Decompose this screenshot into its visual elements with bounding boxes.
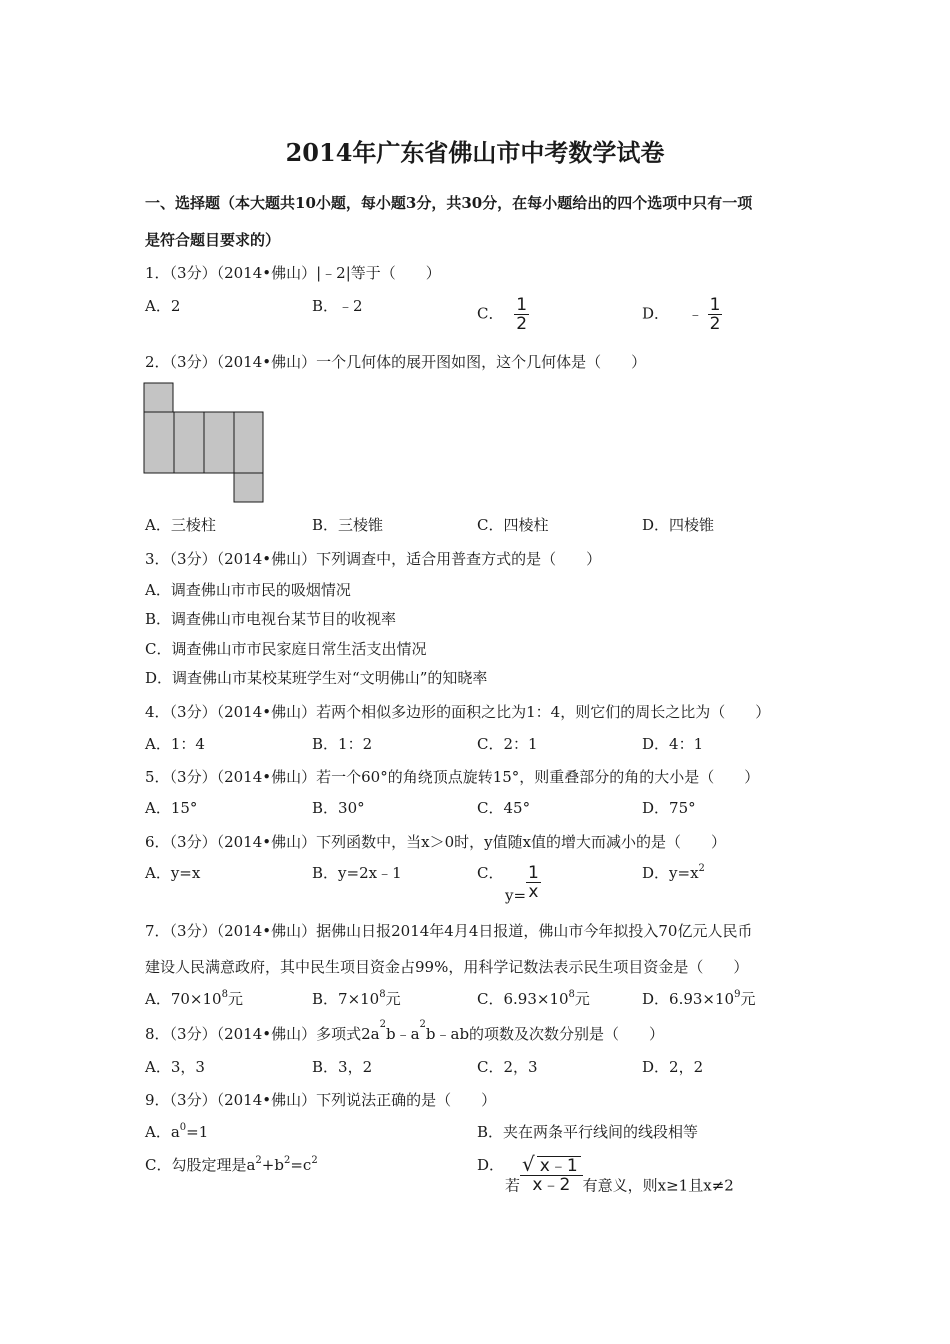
q5-option-a: A．15° — [145, 799, 198, 817]
q9-a-rest: =1 — [186, 1123, 209, 1141]
q1-c-numerator: 1 — [516, 295, 528, 315]
q9-option-d-label: D． — [477, 1156, 505, 1174]
q2-option-b: B．三棱锥 — [312, 516, 384, 534]
q7-option-c — [477, 989, 590, 1009]
q8-option-d: D．2，2 — [642, 1058, 704, 1076]
q8-option-a: A．3，3 — [145, 1058, 205, 1076]
q7-a-base: A．70×10 — [145, 990, 222, 1008]
q7-c-exponent: 8 — [568, 989, 575, 1000]
q8-option-c: C．2，3 — [477, 1058, 538, 1076]
q1-option-a: A．2 — [145, 297, 181, 315]
q7-stem-line2: 建设人民满意政府，其中民生项目资金占99%，用科学记数法表示民生项目资金是（ ） — [145, 958, 749, 976]
q1-option-c-label: C． — [477, 304, 504, 323]
q8-stem-exp1: 2 — [379, 1019, 386, 1030]
q8-stem — [145, 1019, 665, 1044]
q7-stem-line1: 7．（3分）（2014•佛山）据佛山日报2014年4月4日报道，佛山市今年拟投入70亿元人民币 — [145, 922, 753, 940]
q8-stem-part1: 8．（3分）（2014•佛山）多项式2a — [145, 1025, 380, 1043]
q1-d-sign: ﹣ — [687, 304, 703, 323]
q1-option-d — [642, 296, 722, 333]
q2-stem: 2．（3分）（2014•佛山）一个几何体的展开图如图，这个几何体是（ ） — [145, 353, 647, 371]
q6-option-c — [477, 863, 503, 883]
q7-b-base: B．7×10 — [312, 990, 380, 1008]
q9-option-a — [145, 1122, 208, 1142]
q1-option-c — [477, 296, 529, 333]
net-face-4 — [234, 412, 263, 473]
q7-d-exponent: 9 — [734, 989, 741, 1000]
q4-stem: 4．（3分）（2014•佛山）若两个相似多边形的面积之比为1：4，则它们的周长之比为（ ） — [145, 703, 771, 721]
q5-option-b: B．30° — [312, 799, 365, 817]
q4-option-a: A．1：4 — [145, 735, 205, 753]
q2-option-c: C．四棱柱 — [477, 516, 549, 534]
q6-option-d — [642, 863, 705, 883]
q6-option-c-label: C． — [477, 864, 504, 882]
q2-net-figure — [142, 381, 268, 505]
q7-d-base: D．6.93×10 — [642, 990, 735, 1008]
q7-a-unit: 元 — [227, 990, 243, 1008]
q9-d-fraction — [520, 1152, 583, 1195]
q8-stem-part2: b﹣a — [385, 1025, 420, 1043]
q9-option-b: B．夹在两条平行线间的线段相等 — [477, 1123, 699, 1141]
net-top-square — [144, 383, 173, 412]
q2-option-a: A．三棱柱 — [145, 516, 216, 534]
q9-option-c — [145, 1155, 318, 1175]
q9-d-numerator — [520, 1152, 583, 1176]
q7-a-exponent: 8 — [221, 989, 228, 1000]
q5-option-c: C．45° — [477, 799, 531, 817]
q7-c-base: C．6.93×10 — [477, 990, 569, 1008]
q8-stem-part3: b﹣ab的项数及次数分别是（ ） — [425, 1025, 665, 1043]
net-bottom-square — [234, 473, 263, 502]
q7-option-b — [312, 989, 401, 1009]
q7-c-unit: 元 — [574, 990, 590, 1008]
q2-option-d: D．四棱锥 — [642, 516, 715, 534]
q9-c-exp2: 2 — [283, 1155, 291, 1166]
q7-b-exponent: 8 — [379, 989, 386, 1000]
q3-option-d: D．调查佛山市某校某班学生对“文明佛山”的知晓率 — [145, 669, 488, 687]
q6-d-exponent: 2 — [698, 863, 705, 874]
q9-d-radicand: x﹣1 — [537, 1156, 581, 1175]
q9-c-part1: C．勾股定理是a — [145, 1156, 256, 1174]
q3-stem: 3．（3分）（2014•佛山）下列调查中，适合用普查方式的是（ ） — [145, 550, 602, 568]
section-heading-line1: 一、选择题（本大题共10小题，每小题3分，共30分，在每小题给出的四个选项中只有一项 — [145, 194, 753, 212]
q9-c-part2: +b — [261, 1156, 284, 1174]
q9-a-exponent: 0 — [179, 1122, 187, 1133]
q6-option-c-expression — [505, 864, 541, 905]
q1-option-d-fraction — [708, 296, 723, 333]
q1-d-denominator: 2 — [709, 314, 721, 334]
q6-c-denominator: x — [528, 882, 539, 902]
q5-stem: 5．（3分）（2014•佛山）若一个60°的角绕顶点旋转15°，则重叠部分的角的大小是（ ） — [145, 768, 760, 786]
q6-c-numerator: 1 — [528, 863, 539, 883]
q6-c-prefix: y= — [505, 886, 527, 905]
q7-option-d — [642, 989, 755, 1009]
q1-stem: 1．（3分）（2014•佛山）|﹣2|等于（ ） — [145, 264, 441, 282]
q7-d-unit: 元 — [740, 990, 756, 1008]
q3-option-b: B．调查佛山市电视台某节目的收视率 — [145, 610, 397, 628]
q1-option-c-fraction — [514, 296, 529, 333]
q1-d-numerator: 1 — [709, 295, 721, 315]
q6-c-fraction — [526, 864, 541, 901]
q4-option-d: D．4：1 — [642, 735, 704, 753]
q9-c-exp1: 2 — [255, 1155, 262, 1166]
q3-option-c: C．调查佛山市市民家庭日常生活支出情况 — [145, 640, 427, 658]
q9-d-prefix: 若 — [505, 1176, 521, 1195]
net-face-3 — [204, 412, 234, 473]
section-heading-line2: 是符合题目要求的） — [145, 231, 281, 249]
q9-c-exp3: 2 — [311, 1155, 318, 1166]
q9-d-denominator: x﹣2 — [532, 1175, 571, 1195]
q6-stem: 6．（3分）（2014•佛山）下列函数中，当x＞0时，y值随x值的增大而减小的是（ ） — [145, 833, 727, 851]
q9-d-suffix: 有意义，则x≥1且x≠2 — [582, 1176, 734, 1195]
q4-option-b: B．1：2 — [312, 735, 373, 753]
net-face-2 — [174, 412, 204, 473]
q9-option-d-expression — [505, 1152, 734, 1196]
q9-c-part3: =c — [290, 1156, 312, 1174]
q8-stem-exp2: 2 — [419, 1019, 426, 1030]
q7-option-a — [145, 989, 243, 1009]
net-face-1 — [144, 412, 174, 473]
q1-c-denominator: 2 — [516, 314, 528, 334]
q3-option-a: A．调查佛山市市民的吸烟情况 — [145, 581, 351, 599]
q9-stem: 9．（3分）（2014•佛山）下列说法正确的是（ ） — [145, 1091, 497, 1109]
sqrt-icon: √ — [522, 1152, 535, 1176]
q1-option-b: B．﹣2 — [312, 297, 363, 315]
q8-option-b: B．3，2 — [312, 1058, 373, 1076]
q6-option-b: B．y=2x﹣1 — [312, 864, 402, 882]
q4-option-c: C．2：1 — [477, 735, 538, 753]
q5-option-d: D．75° — [642, 799, 696, 817]
q6-option-a: A．y=x — [145, 864, 201, 882]
q1-option-d-label: D． — [642, 304, 670, 323]
q9-a-base: A．a — [145, 1123, 180, 1141]
page-title: 2014年广东省佛山市中考数学试卷 — [285, 138, 665, 167]
q7-b-unit: 元 — [385, 990, 401, 1008]
q6-d-text: D．y=x — [642, 864, 699, 882]
